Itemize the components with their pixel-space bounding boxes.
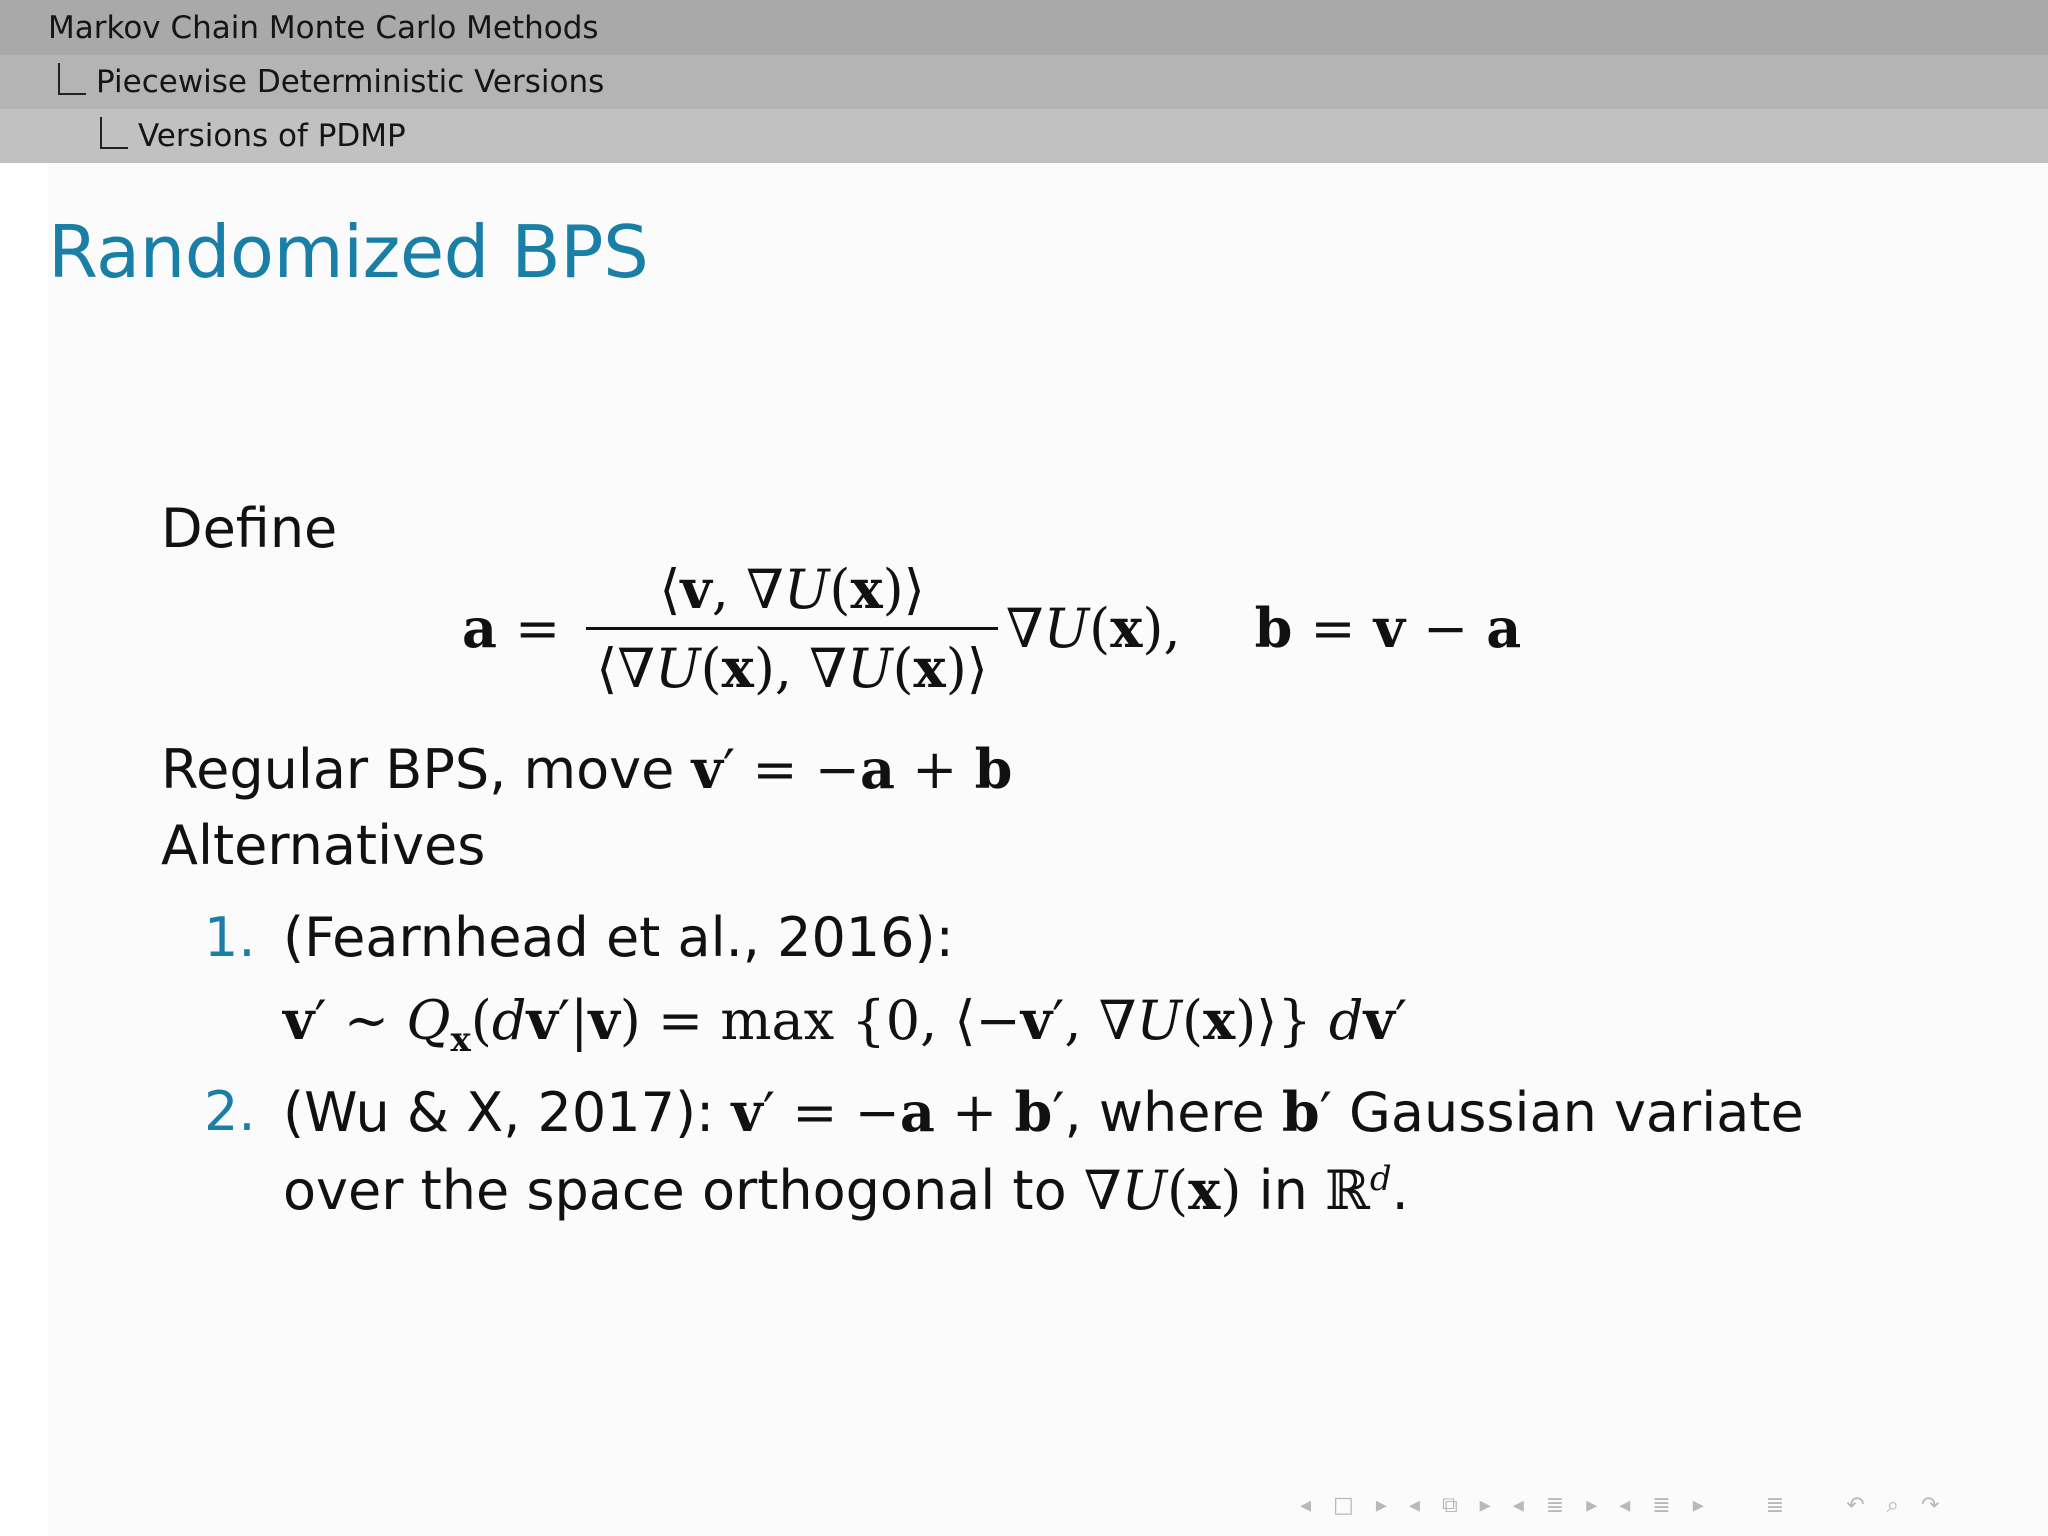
tree-elbow-icon [58,63,86,95]
nav-left-arrow-icon[interactable]: ◂ [1619,1492,1631,1518]
nav-left-arrow-icon[interactable]: ◂ [1512,1492,1524,1518]
nav-right-arrow-icon[interactable]: ▸ [1479,1492,1491,1518]
toc-icon[interactable]: ≣ [1765,1492,1785,1518]
breadcrumb-level-1[interactable] [0,0,2048,55]
alternatives-label: Alternatives [161,814,486,877]
list-item-number: 1. [204,906,256,969]
list-item-number: 2. [204,1080,256,1143]
nav-right-arrow-icon[interactable]: ▸ [1692,1492,1704,1518]
regular-bps-text: Regular BPS, move [161,738,675,801]
nav-left-arrow-icon[interactable]: ◂ [1408,1492,1420,1518]
breadcrumb-level-2-label: Piecewise Deterministic Versions [96,64,605,100]
list-item-formula: v′ ∼ $Q_x(dv'|v) = \max \{0$, ⟨−v′, ∇U(x)⟩} dv′ [283,988,1408,1060]
frame-icon[interactable]: □ [1333,1492,1354,1518]
nav-right-arrow-icon[interactable]: ▸ [1375,1492,1387,1518]
define-label: Define [161,497,338,560]
section-icon[interactable]: ≣ [1652,1492,1671,1518]
redo-icon[interactable]: ↷ [1920,1492,1940,1518]
subsection-icon[interactable]: ⧉ [1441,1492,1458,1518]
undo-icon[interactable]: ↶ [1846,1492,1865,1518]
regular-bps-line: Regular BPS, move v′ = −a + b [161,737,1013,801]
breadcrumb-level-3[interactable] [0,109,2048,163]
nav-right-arrow-icon[interactable]: ▸ [1586,1492,1598,1518]
breadcrumb-level-3-label: Versions of PDMP [138,118,406,154]
section-icon[interactable]: ≣ [1545,1492,1565,1518]
list-item-text-continued: over the space orthogonal to ∇U(x) in ℝ$^d$. [283,1158,1409,1222]
search-icon[interactable]: ⌕ [1886,1492,1899,1518]
breadcrumb-level-1-label: Markov Chain Monte Carlo Methods [48,9,599,46]
fraction: $\frac{⟨v, \nabla U(x)⟩}{⟨\nabla U(x), \nabla U(x)⟩}$ [586,557,998,700]
breadcrumb-level-2[interactable] [0,55,2048,109]
list-item-text: (Wu & X, 2017): v′ = −a + b′, where b′ Gaussian variate [283,1080,1804,1144]
display-equation: a = $\frac{⟨v, \nabla U(x)⟩}{⟨\nabla U(x), \nabla U(x)⟩}$ ∇U(x), b = v − a [462,556,1522,700]
list-item-citation: (Fearnhead et al., 2016): [283,906,954,969]
beamer-navigation [1300,1488,2040,1522]
frame-title: Randomized BPS [48,210,649,294]
nav-left-arrow-icon[interactable]: ◂ [1300,1492,1312,1518]
tree-elbow-icon [100,117,128,149]
